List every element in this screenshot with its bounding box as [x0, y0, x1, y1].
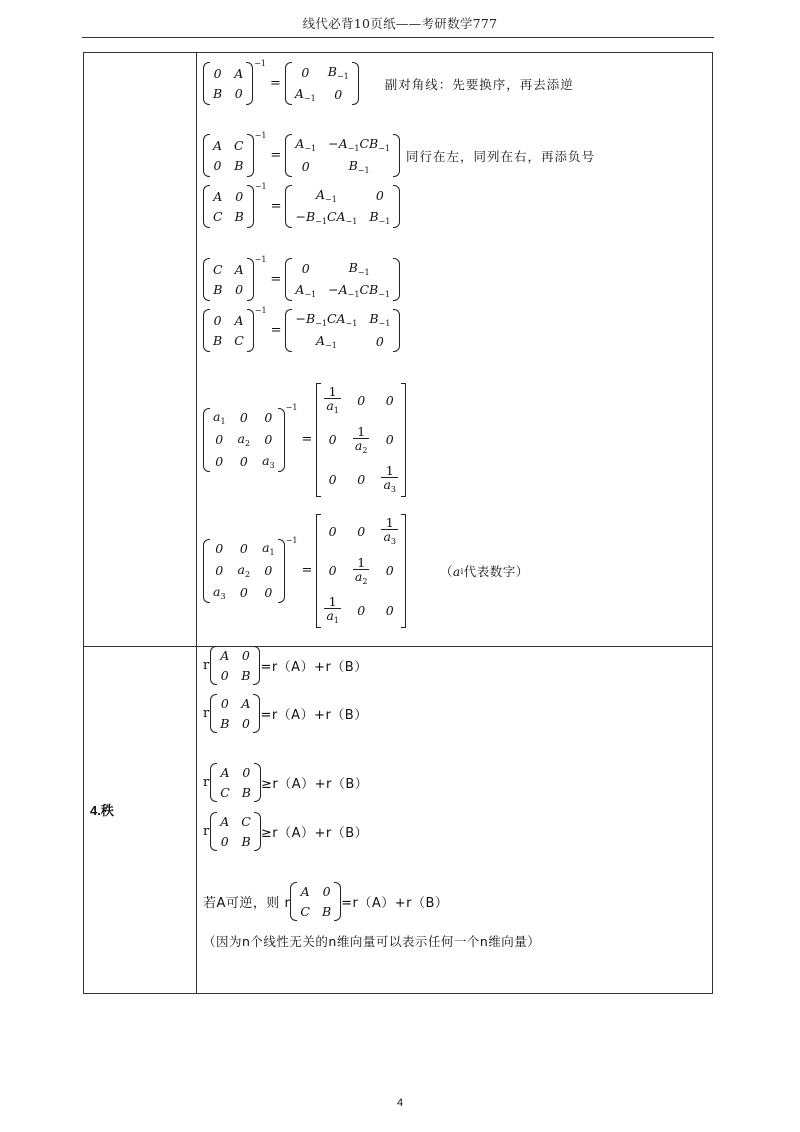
formula-lower-block-inverse: A 0 C B −1 = $A_{-1}$ 0 $-B_{-1}CA_{-1}$ $B_{-1}$ — [203, 185, 400, 228]
rank-diagonal-block: r A 0 0 B =r（A）+r（B） — [203, 648, 368, 683]
row-divider — [84, 646, 712, 647]
rank-invertible-case: 若A可逆，则 r A 0 C B =r（A）+r（B） — [203, 884, 449, 919]
formula-anti-lower-inverse: 0 A B C −1 = $-B_{-1}CA_{-1}$ $B_{-1}$ $A_{-1}$ 0 — [203, 309, 400, 352]
rank-reason-note: （因为n个线性无关的n维向量可以表示任何一个n维向量） — [203, 934, 541, 949]
note-same-row-col: 同行在左，同列在右，再添负号 — [406, 148, 596, 164]
rank-upper-block: r A C 0 B ≥r（A）+r（B） — [203, 814, 369, 849]
formula-anti-diagonal-inverse: 0 A B 0 −1 = 0 $B_{-1}$ $A_{-1}$ 0 副对角线：先要换序，再去添逆 — [203, 62, 574, 105]
column-divider — [196, 53, 197, 993]
note-ai-digits: （ a i 代表数字） — [439, 563, 529, 579]
formula-anti-diagonal-scalar-inverse: 0 0 $a_1$ 0 $a_2$ 0 $a_3$ 0 0 −1 = 0 0 $\frac{1}{a_3}$ 0 $\frac{1}{a_2}$ 0 $\frac{1}{a_1}$ 0 0 （ a i 代表数字） — [203, 514, 529, 628]
formula-upper-block-inverse: A C 0 B −1 = $A_{-1}$ $-A_{-1}CB_{-1}$ 0 $B_{-1}$ 同行在左，同列在右，再添负号 — [203, 134, 595, 177]
page-header: 线代必背10页纸——考研数学777 — [302, 16, 498, 31]
header-rule — [82, 37, 714, 38]
formula-diagonal-inverse: $a_1$ 0 0 0 $a_2$ 0 0 0 $a_3$ −1 = $\frac{1}{a_1}$ 0 0 0 $\frac{1}{a_2}$ 0 0 0 $\frac{1}{a_3}$ — [203, 383, 406, 497]
page-number: 4 — [396, 1097, 404, 1109]
rank-section-label: 4.秩 — [90, 803, 114, 818]
rank-lower-block: r A 0 C B ≥r（A）+r（B） — [203, 765, 369, 800]
rank-anti-diagonal-block: r 0 A B 0 =r（A）+r（B） — [203, 696, 368, 731]
formula-anti-upper-inverse: C A B 0 −1 = 0 $B_{-1}$ $A_{-1}$ $-A_{-1}CB_{-1}$ — [203, 258, 400, 301]
note-anti-diagonal: 副对角线：先要换序，再去添逆 — [384, 76, 574, 92]
